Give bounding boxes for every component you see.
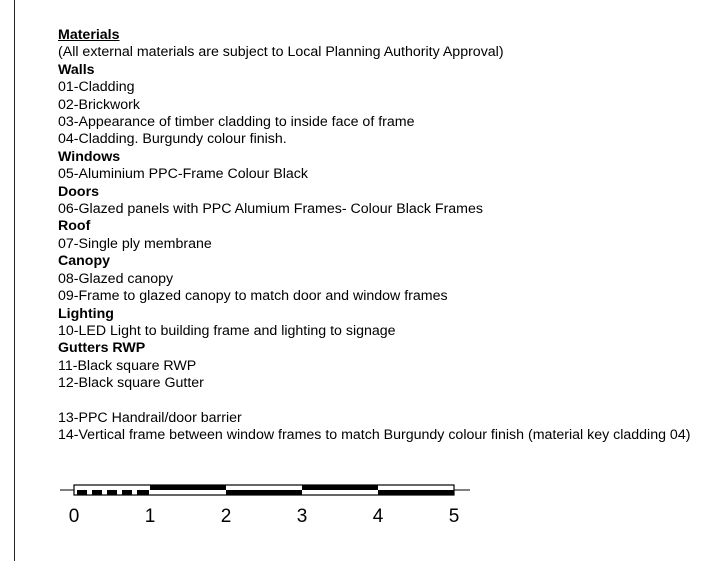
scale-label-3: 3 (296, 506, 308, 527)
scale-bar-segment (226, 490, 302, 495)
material-item: 08-Glazed canopy (58, 270, 174, 287)
material-item: 11-Black square RWP (58, 357, 197, 374)
material-item: 14-Vertical frame between window frames to match Burgundy colour finish (material key cladding 04) (58, 427, 691, 444)
scale-label-4: 4 (372, 506, 384, 527)
scale-bar-sub-segment (137, 490, 149, 495)
material-item: 13-PPC Handrail/door barrier (58, 409, 242, 426)
left-border-line (14, 0, 15, 561)
scale-label-5: 5 (448, 506, 460, 527)
material-item: 10-LED Light to building frame and lighting to signage (58, 322, 396, 339)
material-item: 04-Cladding. Burgundy colour finish. (58, 131, 287, 148)
scale-label-2: 2 (220, 506, 232, 527)
section-heading-windows: Windows (58, 148, 121, 165)
scale-label-0: 0 (68, 506, 80, 527)
material-item: 03-Appearance of timber cladding to inside face of frame (58, 114, 415, 131)
section-heading-lighting: Lighting (58, 305, 114, 322)
materials-title: Materials (58, 27, 120, 43)
scale-bar-sub-segment (77, 490, 87, 495)
materials-note: (All external materials are subject to Local Planning Authority Approval) (58, 44, 504, 61)
scale-bar-sub-segment (122, 490, 132, 495)
scale-bar-sub-segment (107, 490, 117, 495)
scale-bar-segment (302, 485, 378, 490)
section-heading-canopy: Canopy (58, 253, 111, 270)
section-heading-roof: Roof (58, 218, 91, 235)
section-heading-gutters-rwp: Gutters RWP (58, 340, 146, 357)
material-item: 05-Aluminium PPC-Frame Colour Black (58, 166, 308, 183)
scale-bar (58, 480, 478, 540)
material-item: 01-Cladding (58, 79, 135, 96)
material-item: 02-Brickwork (58, 96, 140, 113)
section-heading-doors: Doors (58, 183, 99, 200)
scale-bar-sub-segment (92, 490, 102, 495)
section-heading-walls: Walls (58, 61, 95, 78)
materials-key (58, 27, 698, 445)
scale-label-1: 1 (144, 506, 156, 527)
spacer (58, 393, 698, 410)
material-item: 06-Glazed panels with PPC Alumium Frames- Colour Black Frames (58, 201, 483, 218)
material-item: 12-Black square Gutter (58, 375, 204, 392)
material-item: 07-Single ply membrane (58, 235, 212, 252)
scale-bar-segment (150, 485, 226, 490)
scale-bar-segment (378, 490, 454, 495)
material-item: 09-Frame to glazed canopy to match door and window frames (58, 288, 448, 305)
